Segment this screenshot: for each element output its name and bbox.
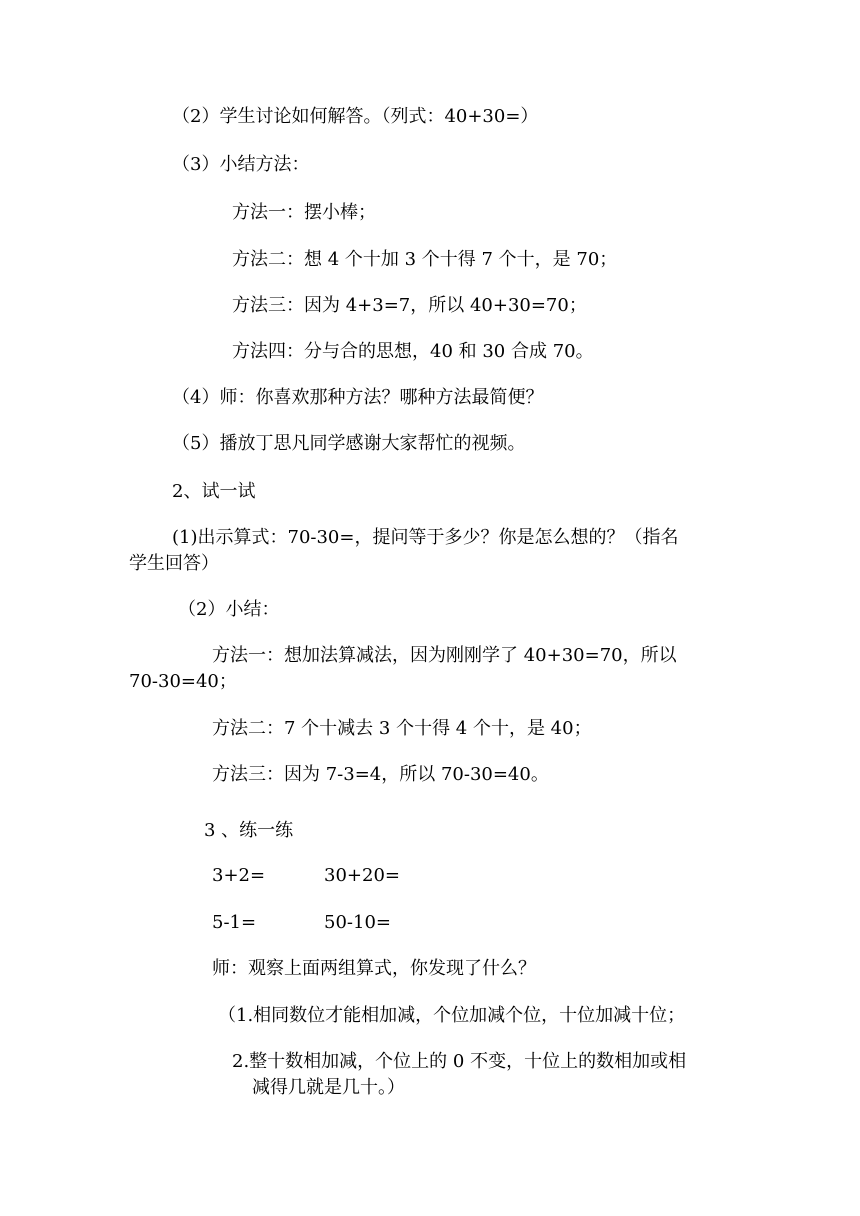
method-4-line: 方法四：分与合的思想，40 和 30 合成 70。 (232, 341, 594, 362)
method-1-line: 方法一：摆小棒； (232, 202, 376, 223)
section-3-heading: 3 、练一练 (204, 820, 294, 841)
exercise-1b: 30+20= (324, 865, 400, 886)
try-method-2-line: 方法二：7 个十减去 3 个十得 4 个十，是 40； (212, 718, 592, 739)
method-2-line: 方法二：想 4 个十加 3 个十得 7 个十，是 70； (232, 249, 618, 270)
exercise-2a: 5-1= (212, 912, 257, 933)
try-method-3-line: 方法三：因为 7-3=4，所以 70-30=40。 (212, 764, 549, 785)
try-method-1-line: 方法一：想加法算减法，因为刚刚学了 40+30=70，所以 (212, 645, 677, 666)
finding-2-continued: 减得几就是几十。） (252, 1077, 405, 1098)
step-5-video-line: （5）播放丁思凡同学感谢大家帮忙的视频。 (172, 433, 526, 454)
section-2-heading: 2、试一试 (172, 481, 256, 502)
try-summary-heading: （2）小结： (178, 599, 280, 620)
try-method-1-continued: 70-30=40； (129, 671, 237, 692)
finding-1-line: （1.相同数位才能相加减，个位加减个位，十位加减十位； (218, 1005, 686, 1026)
teacher-observe-question: 师：观察上面两组算式，你发现了什么？ (212, 958, 536, 979)
method-3-line: 方法三：因为 4+3=7，所以 40+30=70； (232, 295, 587, 316)
step-2-discuss-line: （2）学生讨论如何解答。（列式：40+30=） (172, 106, 539, 127)
try-item-1-line: (1)出示算式：70-30=，提问等于多少？你是怎么想的？（指名 (172, 527, 679, 548)
step-4-teacher-question: （4）师：你喜欢那种方法？哪种方法最简便？ (172, 387, 544, 408)
step-3-summary-heading: （3）小结方法： (172, 154, 310, 175)
exercise-2b: 50-10= (324, 912, 391, 933)
exercise-1a: 3+2= (212, 865, 266, 886)
try-item-1-continued: 学生回答） (129, 553, 219, 574)
finding-2-line: 2.整十数相加减，个位上的 0 不变，十位上的数相加或相 (232, 1051, 687, 1072)
